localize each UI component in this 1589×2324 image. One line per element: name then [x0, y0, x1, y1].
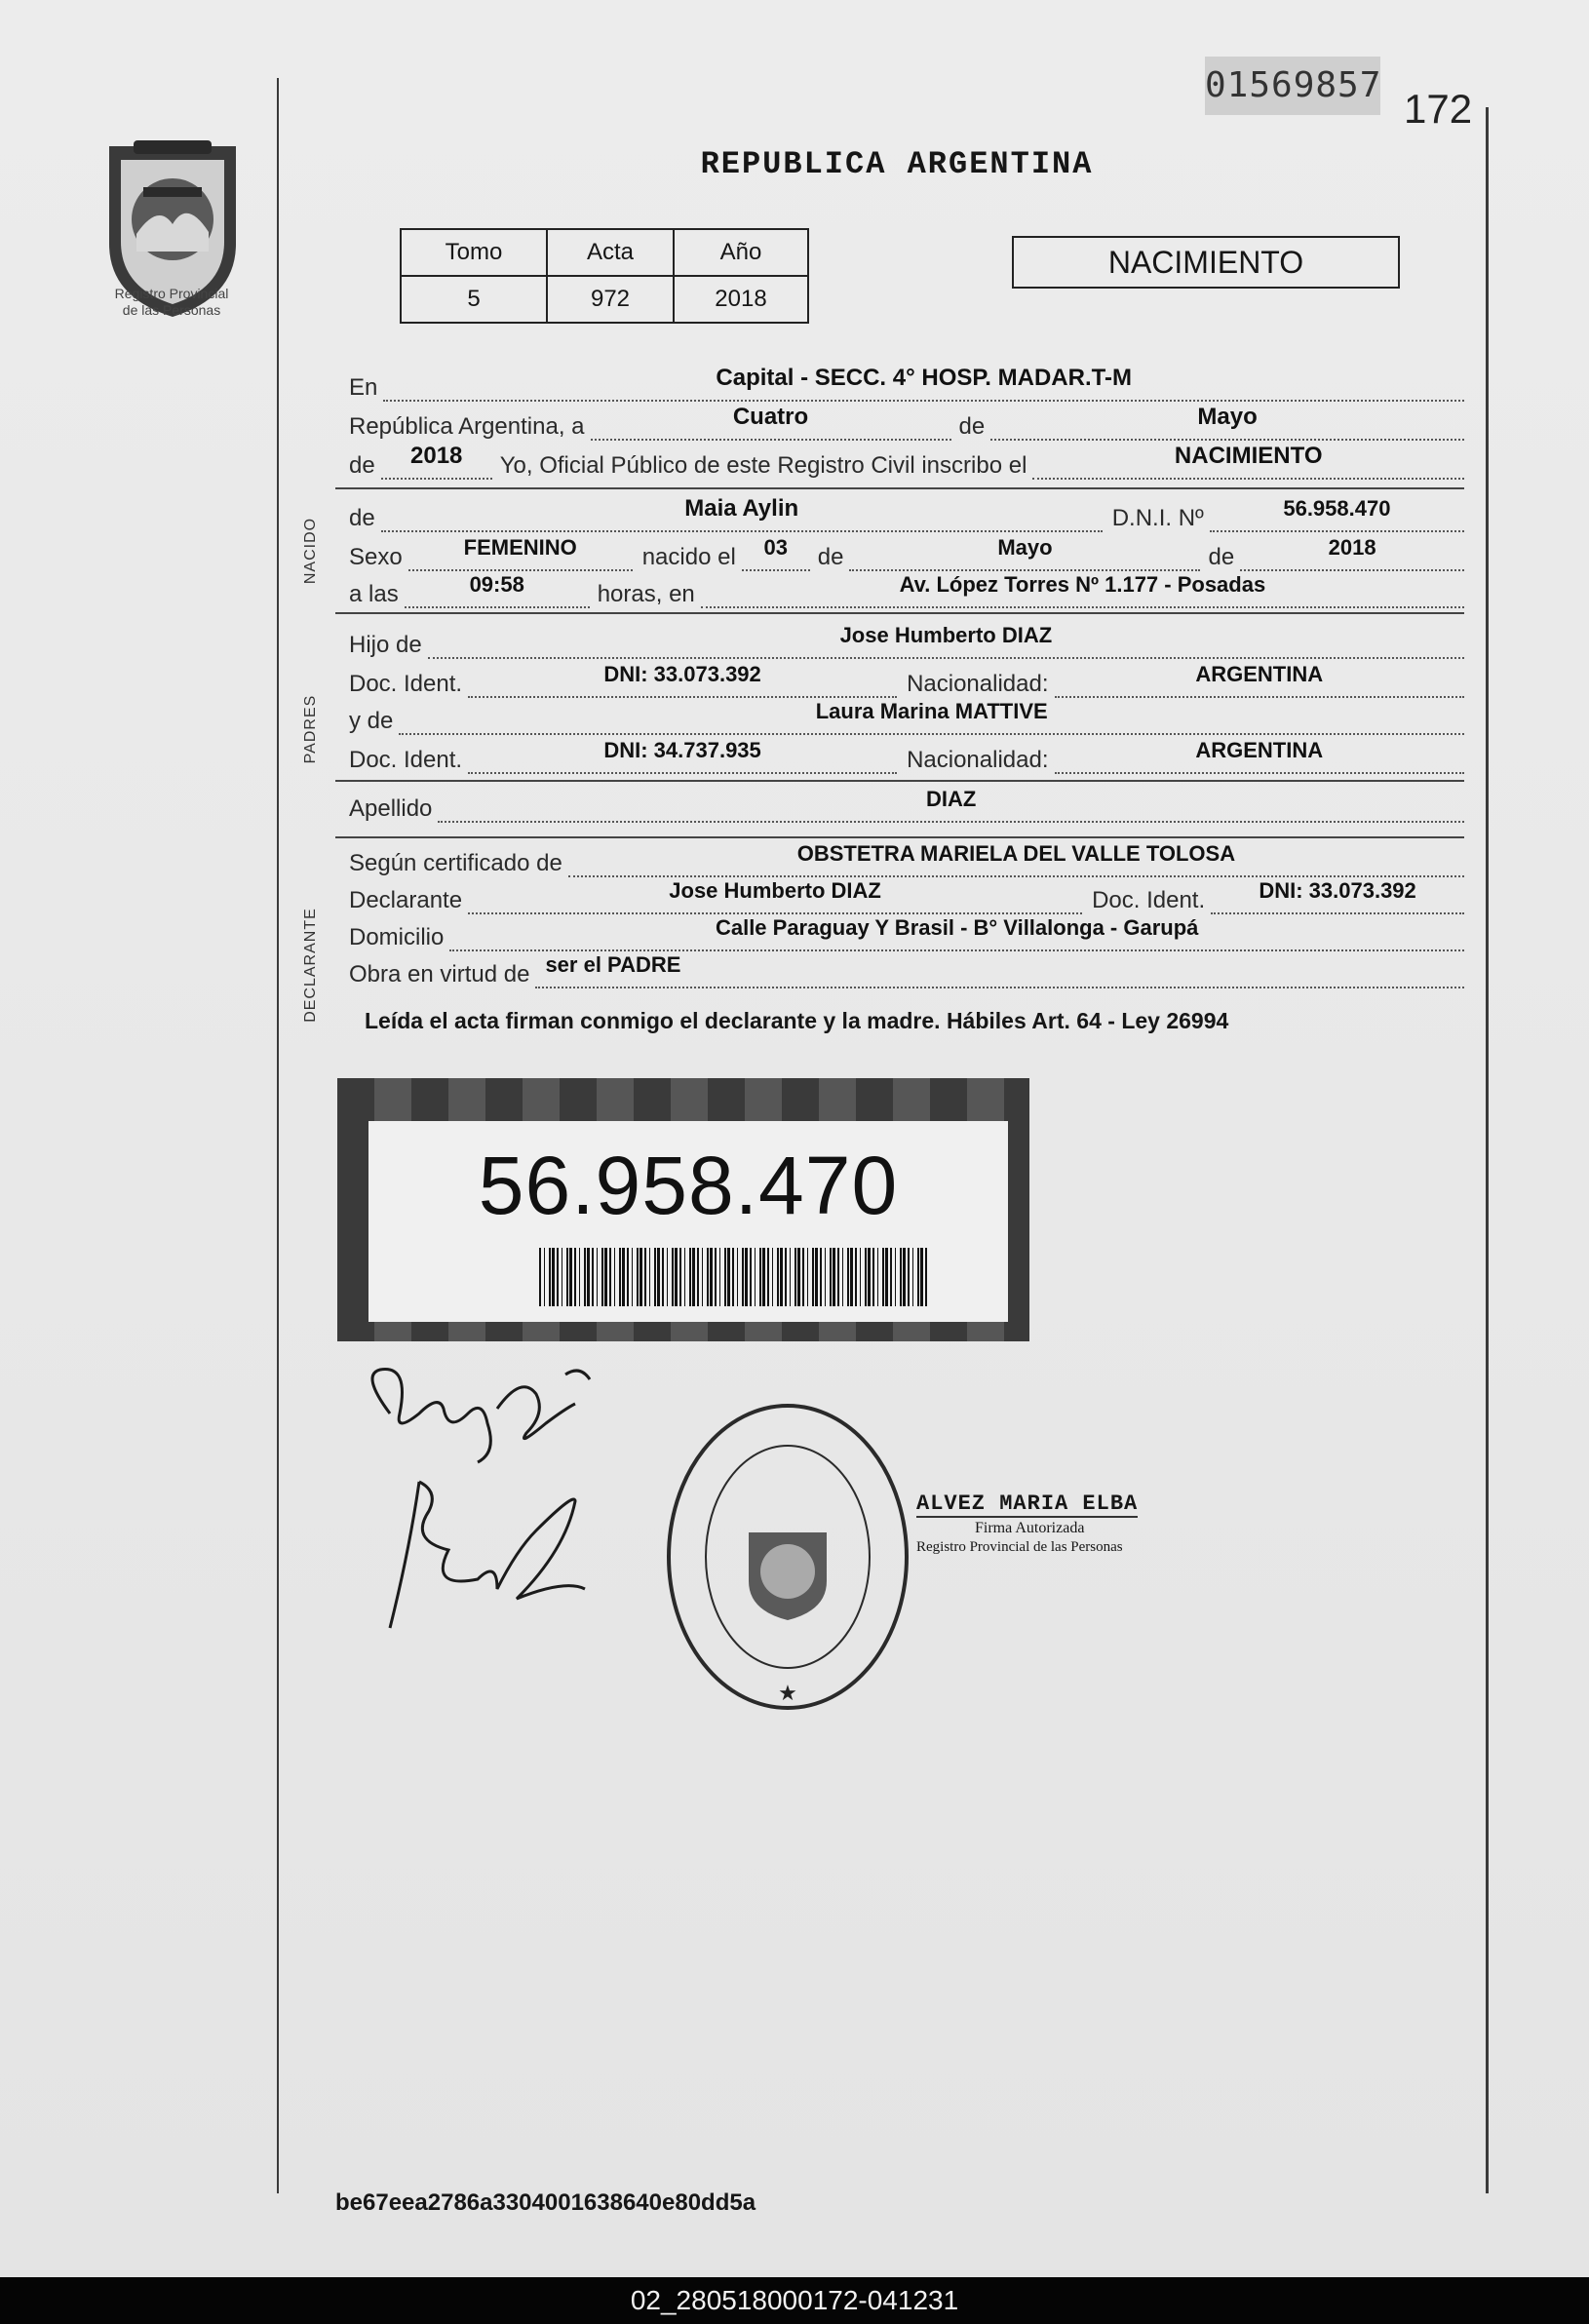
barcode-bar — [539, 1248, 541, 1306]
dni-sticker-label — [368, 1121, 1008, 1322]
barcode-bar — [912, 1248, 913, 1306]
barcode-bar — [667, 1248, 668, 1306]
field-value-sexo: FEMENINO — [408, 540, 633, 571]
section-divider — [335, 612, 1464, 614]
barcode-bar — [697, 1248, 699, 1306]
field-row-certificado — [349, 841, 1464, 877]
page-number: 172 — [1404, 86, 1473, 132]
barcode-bar — [815, 1248, 818, 1306]
field-label: Nacionalidad: — [907, 747, 1049, 773]
official-role: Firma Autorizada — [975, 1520, 1085, 1536]
barcode-bar — [797, 1248, 800, 1306]
registry-table — [400, 228, 809, 324]
field-row-apellido — [349, 787, 1464, 823]
barcode-bar — [865, 1248, 867, 1306]
barcode-bar — [820, 1248, 822, 1306]
field-label: de — [1208, 544, 1235, 570]
barcode-bar — [850, 1248, 853, 1306]
section-divider — [335, 836, 1464, 838]
barcode-bar — [649, 1248, 650, 1306]
barcode-bar — [679, 1248, 681, 1306]
field-row-sexo — [349, 535, 1464, 571]
barcode-bar — [812, 1248, 814, 1306]
barcode-bar — [755, 1248, 756, 1306]
field-row-domicilio — [349, 915, 1464, 951]
field-value-padre-doc: DNI: 33.073.392 — [468, 667, 897, 698]
field-label: de — [958, 413, 986, 440]
barcode-bar — [684, 1248, 685, 1306]
field-label: Yo, Oficial Público de este Registro Civil inscribo el — [499, 452, 1027, 479]
barcode-bar — [790, 1248, 791, 1306]
field-label: Doc. Ident. — [349, 747, 463, 773]
barcode-bar — [702, 1248, 703, 1306]
field-row-hora — [349, 572, 1464, 608]
table-header-tomo: Tomo — [401, 229, 547, 276]
field-label: Sexo — [349, 544, 403, 570]
field-row-padre — [349, 623, 1464, 659]
field-value-mes: Mayo — [990, 409, 1464, 441]
field-label: Obra en virtud de — [349, 961, 530, 988]
field-value-nacido-anio: 2018 — [1240, 540, 1464, 571]
barcode-bar — [794, 1248, 796, 1306]
field-label: Nacionalidad: — [907, 671, 1049, 697]
barcode-bar — [830, 1248, 832, 1306]
field-value-en: Capital - SECC. 4° HOSP. MADAR.T-M — [383, 370, 1464, 402]
field-row-en — [349, 365, 1464, 402]
barcode-bar — [868, 1248, 871, 1306]
field-value-padre-nac: ARGENTINA — [1055, 667, 1465, 698]
barcode-bar — [917, 1248, 919, 1306]
table-value-anio: 2018 — [674, 276, 808, 323]
barcode-bar — [920, 1248, 923, 1306]
field-label: Doc. Ident. — [1092, 887, 1206, 913]
barcode-bar — [622, 1248, 625, 1306]
barcode-bar — [557, 1248, 559, 1306]
barcode-bar — [882, 1248, 884, 1306]
table-header-anio: Año — [674, 229, 808, 276]
barcode-bar — [737, 1248, 738, 1306]
barcode-icon — [539, 1248, 929, 1306]
field-row-nombre — [349, 495, 1464, 532]
barcode-bar — [552, 1248, 555, 1306]
barcode-bar — [627, 1248, 629, 1306]
document-title: REPUBLICA ARGENTINA — [700, 146, 1094, 182]
side-label-nacido: NACIDO — [302, 517, 319, 585]
field-label: a las — [349, 581, 399, 607]
barcode-bar — [689, 1248, 691, 1306]
field-value-domicilio: Calle Paraguay Y Brasil - B° Villalonga - Garupá — [449, 920, 1464, 951]
field-label: de — [817, 544, 844, 570]
dni-sticker — [337, 1078, 1029, 1341]
side-label-declarante: DECLARANTE — [302, 908, 319, 1023]
official-signature-block — [916, 1491, 1306, 1556]
field-value-declarante: Jose Humberto DIAZ — [468, 883, 1082, 914]
barcode-bar — [715, 1248, 717, 1306]
barcode-bar — [692, 1248, 695, 1306]
barcode-bar — [592, 1248, 594, 1306]
barcode-bar — [724, 1248, 726, 1306]
serial-stamp: 01569857 — [1205, 57, 1380, 115]
table-header-acta: Acta — [547, 229, 674, 276]
barcode-bar — [727, 1248, 730, 1306]
barcode-bar — [707, 1248, 709, 1306]
barcode-bar — [825, 1248, 826, 1306]
field-label: Hijo de — [349, 632, 422, 658]
official-institution: Registro Provincial de las Personas — [916, 1539, 1123, 1555]
field-label: y de — [349, 708, 394, 734]
barcode-bar — [750, 1248, 752, 1306]
field-label: Domicilio — [349, 924, 445, 950]
table-value-acta: 972 — [547, 276, 674, 323]
barcode-bar — [890, 1248, 892, 1306]
barcode-bar — [675, 1248, 678, 1306]
field-value-nacido-dia: 03 — [742, 540, 810, 571]
field-value-nombre: Maia Aylin — [381, 501, 1103, 532]
barcode-bar — [762, 1248, 765, 1306]
barcode-bar — [847, 1248, 849, 1306]
barcode-bar — [574, 1248, 576, 1306]
field-value-apellido: DIAZ — [438, 792, 1464, 823]
barcode-bar — [566, 1248, 568, 1306]
field-value-certificado: OBSTETRA MARIELA DEL VALLE TOLOSA — [568, 846, 1464, 877]
barcode-bar — [584, 1248, 586, 1306]
barcode-bar — [604, 1248, 607, 1306]
barcode-bar — [719, 1248, 720, 1306]
barcode-bar — [662, 1248, 664, 1306]
barcode-bar — [780, 1248, 783, 1306]
field-row-padre-doc — [349, 662, 1464, 698]
barcode-bar — [837, 1248, 839, 1306]
field-value-anio: 2018 — [381, 448, 492, 480]
dni-sticker-number: 56.958.470 — [478, 1140, 899, 1231]
field-row-madre-doc — [349, 738, 1464, 774]
barcode-bar — [777, 1248, 779, 1306]
barcode-bar — [587, 1248, 590, 1306]
field-value-madre-nac: ARGENTINA — [1055, 743, 1465, 774]
field-value-lugar: Av. López Torres Nº 1.177 - Posadas — [701, 577, 1464, 608]
barcode-bar — [672, 1248, 674, 1306]
barcode-bar — [807, 1248, 808, 1306]
field-label: Según certificado de — [349, 850, 562, 876]
document-hash: be67eea2786a3304001638640e80dd5a — [335, 2189, 756, 2216]
field-value-hora: 09:58 — [405, 577, 590, 608]
barcode-bar — [549, 1248, 551, 1306]
svg-text:★: ★ — [778, 1682, 797, 1706]
record-type-box: NACIMIENTO — [1012, 236, 1400, 289]
field-value-nacido-mes: Mayo — [849, 540, 1200, 571]
field-value-madre: Laura Marina MATTIVE — [399, 704, 1464, 735]
logo-caption: Registro Provincial de las Personas — [114, 286, 229, 318]
field-row-declarante — [349, 878, 1464, 914]
barcode-bar — [639, 1248, 642, 1306]
field-value-inscripcion: NACIMIENTO — [1032, 448, 1464, 480]
left-margin-line — [277, 78, 279, 2193]
barcode-bar — [644, 1248, 646, 1306]
barcode-bar — [842, 1248, 843, 1306]
barcode-bar — [632, 1248, 633, 1306]
barcode-bar — [601, 1248, 603, 1306]
right-margin-line — [1486, 107, 1489, 2193]
field-value-madre-doc: DNI: 34.737.935 — [468, 743, 897, 774]
field-label: En — [349, 374, 378, 401]
field-value-dia: Cuatro — [591, 409, 951, 441]
barcode-bar — [597, 1248, 598, 1306]
barcode-bar — [860, 1248, 861, 1306]
signature-declarante — [351, 1355, 643, 1657]
field-row-inscripcion — [349, 443, 1464, 480]
field-label: de — [349, 452, 375, 479]
barcode-bar — [609, 1248, 611, 1306]
field-label: de — [349, 505, 375, 531]
closing-text: Leída el acta firman conmigo el declarante y la madre. Hábiles Art. 64 - Ley 26994 — [365, 1008, 1229, 1033]
barcode-bar — [855, 1248, 857, 1306]
barcode-bar — [785, 1248, 787, 1306]
field-row-madre — [349, 699, 1464, 735]
barcode-bar — [745, 1248, 748, 1306]
barcode-bar — [802, 1248, 804, 1306]
barcode-bar — [772, 1248, 773, 1306]
field-value-obra: ser el PADRE — [535, 957, 1464, 988]
field-label: República Argentina, a — [349, 413, 585, 440]
section-divider — [335, 780, 1464, 782]
barcode-bar — [619, 1248, 621, 1306]
official-stamp-icon — [661, 1396, 914, 1718]
field-label: nacido el — [641, 544, 736, 570]
field-label: D.N.I. Nº — [1111, 505, 1204, 531]
barcode-bar — [895, 1248, 896, 1306]
barcode-bar — [657, 1248, 660, 1306]
barcode-bar — [877, 1248, 878, 1306]
field-row-fecha — [349, 404, 1464, 441]
field-value-padre: Jose Humberto DIAZ — [428, 628, 1464, 659]
side-label-padres: PADRES — [302, 694, 319, 764]
barcode-bar — [833, 1248, 835, 1306]
field-label: Doc. Ident. — [349, 671, 463, 697]
field-label: Declarante — [349, 887, 463, 913]
barcode-bar — [569, 1248, 572, 1306]
barcode-bar — [637, 1248, 639, 1306]
barcode-bar — [732, 1248, 734, 1306]
official-name: ALVEZ MARIA ELBA — [916, 1491, 1139, 1516]
barcode-bar — [654, 1248, 656, 1306]
barcode-bar — [925, 1248, 927, 1306]
table-value-tomo: 5 — [401, 276, 547, 323]
barcode-bar — [885, 1248, 888, 1306]
barcode-bar — [544, 1248, 545, 1306]
field-value-declarante-doc: DNI: 33.073.392 — [1211, 883, 1464, 914]
field-row-obra — [349, 952, 1464, 988]
section-divider — [335, 487, 1464, 489]
barcode-bar — [759, 1248, 761, 1306]
barcode-bar — [900, 1248, 902, 1306]
field-value-dni: 56.958.470 — [1210, 501, 1464, 532]
barcode-bar — [742, 1248, 744, 1306]
barcode-bar — [579, 1248, 580, 1306]
field-label: Apellido — [349, 795, 433, 822]
barcode-bar — [710, 1248, 713, 1306]
field-label: horas, en — [597, 581, 695, 607]
barcode-bar — [767, 1248, 769, 1306]
barcode-bar — [903, 1248, 906, 1306]
barcode-bar — [872, 1248, 874, 1306]
barcode-bar — [908, 1248, 910, 1306]
footer-id-bar: 02_280518000172-041231 — [0, 2277, 1589, 2324]
barcode-bar — [614, 1248, 615, 1306]
